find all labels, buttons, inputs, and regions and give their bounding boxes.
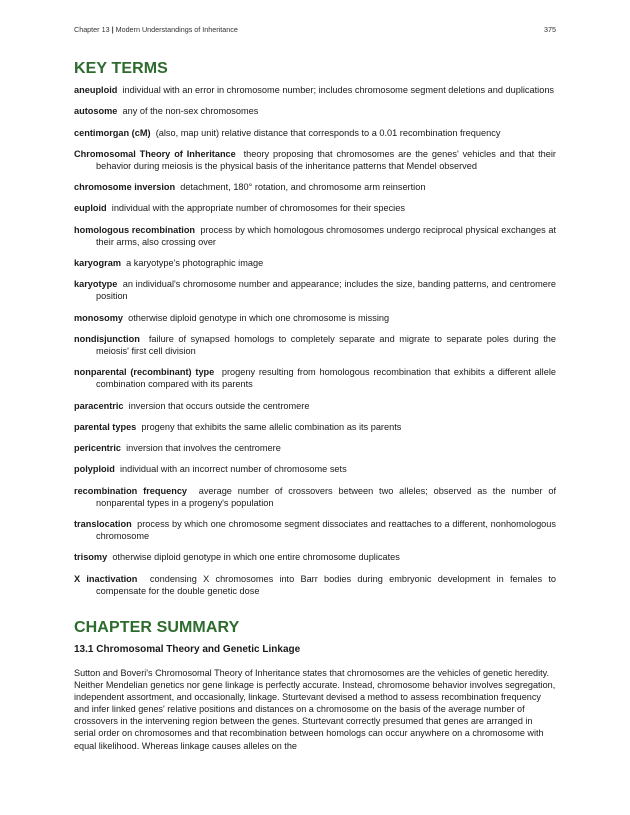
key-term-entry bbox=[74, 312, 556, 324]
key-term-word: Chromosomal Theory of Inheritance bbox=[74, 148, 236, 159]
key-term-word: nondisjunction bbox=[74, 333, 140, 344]
key-term-word: chromosome inversion bbox=[74, 182, 176, 193]
key-terms-heading: KEY TERMS bbox=[74, 60, 168, 77]
key-term-entry bbox=[74, 421, 556, 433]
key-term-entry bbox=[74, 333, 556, 357]
key-term-definition: inversion that involves the centromere bbox=[126, 443, 281, 454]
summary-paragraph: Sutton and Boveri's Chromosomal Theory of Inheritance states that chromosomes are the vehicles of genetic heredity. Neither Mendelian genetics nor gene linkage is perfectly accurate. Instead, chromosome behavior involves segregation, independent assortment, and occasionally, linkage. Sturtevant devised a method to assess recombination frequency and infer linked genes' relative positions and distances on a chromosome on the basis of the average number of crossovers in the intervening region between the genes. Sturtevant correctly presumed that genes are arranged in serial order on chromosomes and that recombination between homologs can occur anywhere on a chromosome with equal likelihood. Whereas linkage causes alleles on the bbox=[74, 668, 556, 751]
key-term-definition: individual with the appropriate number of chromosomes for their species bbox=[111, 203, 405, 214]
key-term-definition: theory proposing that chromosomes are the genes' vehicles and that their behavior during meiosis is the physical basis of the inheritance patterns that Mendel observed bbox=[96, 148, 556, 171]
chapter-title: Modern Understandings of Inheritance bbox=[115, 25, 238, 34]
key-term-word: parental types bbox=[74, 421, 137, 432]
key-term-entry bbox=[74, 224, 556, 248]
key-term-entry bbox=[74, 278, 556, 302]
key-term-word: translocation bbox=[74, 519, 132, 530]
key-term-definition: progeny resulting from homologous recombination that exhibits a different allele combination compared with its parents bbox=[96, 367, 556, 390]
chapter-summary-heading: CHAPTER SUMMARY bbox=[74, 619, 240, 636]
key-term-word: trisomy bbox=[74, 552, 108, 563]
key-term-entry bbox=[74, 400, 556, 412]
key-term-entry bbox=[74, 485, 556, 509]
key-term-word: X inactivation bbox=[74, 573, 138, 584]
summary-section-title: 13.1 Chromosomal Theory and Genetic Linkage bbox=[74, 644, 301, 655]
key-term-word: nonparental (recombinant) type bbox=[74, 367, 215, 378]
key-term-word: karyogram bbox=[74, 258, 121, 269]
key-term-word: paracentric bbox=[74, 400, 124, 411]
key-term-definition: failure of synapsed homologs to completely separate and migrate to separate poles during the meiosis' first cell division bbox=[96, 333, 556, 356]
key-term-word: aneuploid bbox=[74, 85, 118, 95]
key-term-definition: (also, map unit) relative distance that corresponds to a 0.01 recombination frequency bbox=[155, 127, 501, 138]
key-term-entry bbox=[74, 257, 556, 269]
key-term-definition: inversion that occurs outside the centromere bbox=[128, 400, 310, 411]
chapter-label bbox=[74, 25, 238, 34]
key-term-entry bbox=[74, 573, 556, 597]
running-header bbox=[74, 25, 556, 34]
key-term-definition: otherwise diploid genotype in which one chromosome is missing bbox=[128, 312, 390, 323]
key-term-definition: individual with an error in chromosome number; includes chromosome segment deletions and duplications bbox=[122, 85, 555, 95]
key-term-word: autosome bbox=[74, 106, 118, 117]
key-term-word: centimorgan (cM) bbox=[74, 127, 151, 138]
key-term-word: pericentric bbox=[74, 443, 121, 454]
key-term-definition: otherwise diploid genotype in which one entire chromosome duplicates bbox=[112, 552, 400, 563]
key-term-entry bbox=[74, 463, 556, 475]
key-term-definition: individual with an incorrect number of chromosome sets bbox=[119, 464, 347, 475]
key-terms-list bbox=[74, 84, 556, 606]
page-number: 375 bbox=[544, 25, 556, 34]
key-term-word: karyotype bbox=[74, 279, 118, 290]
key-term-entry bbox=[74, 148, 556, 172]
key-term-word: polyploid bbox=[74, 464, 115, 475]
key-term-definition: a karyotype's photographic image bbox=[126, 258, 264, 269]
key-term-entry bbox=[74, 84, 556, 96]
header-separator: | bbox=[111, 25, 114, 34]
key-term-entry bbox=[74, 518, 556, 542]
key-term-definition: any of the non-sex chromosomes bbox=[122, 106, 259, 117]
key-term-definition: average number of crossovers between two alleles; observed as the number of nonparental types in a progeny's population bbox=[96, 485, 557, 508]
key-term-entry bbox=[74, 181, 556, 193]
key-term-definition: process by which homologous chromosomes undergo reciprocal physical exchanges at their arms, also crossing over bbox=[96, 224, 557, 247]
key-term-word: monosomy bbox=[74, 312, 124, 323]
key-term-definition: an individual's chromosome number and appearance; includes the size, banding patterns, and centromere position bbox=[96, 279, 556, 302]
key-term-word: homologous recombination bbox=[74, 224, 196, 235]
key-term-entry bbox=[74, 551, 556, 563]
key-term-word: euploid bbox=[74, 203, 107, 214]
key-term-entry bbox=[74, 366, 556, 390]
key-term-entry bbox=[74, 105, 556, 117]
key-term-entry bbox=[74, 127, 556, 139]
chapter-number: Chapter 13 bbox=[74, 25, 110, 34]
key-term-entry bbox=[74, 202, 556, 214]
key-term-definition: process by which one chromosome segment dissociates and reattaches to a different, nonhomologous chromosome bbox=[96, 519, 556, 542]
key-term-definition: detachment, 180° rotation, and chromosome arm reinsertion bbox=[180, 182, 426, 193]
key-term-entry bbox=[74, 442, 556, 454]
key-term-word: recombination frequency bbox=[74, 485, 188, 496]
key-term-definition: progeny that exhibits the same allelic combination as its parents bbox=[141, 421, 402, 432]
key-term-definition: condensing X chromosomes into Barr bodies during embryonic development in females to compensate for the double genetic dose bbox=[96, 573, 557, 596]
